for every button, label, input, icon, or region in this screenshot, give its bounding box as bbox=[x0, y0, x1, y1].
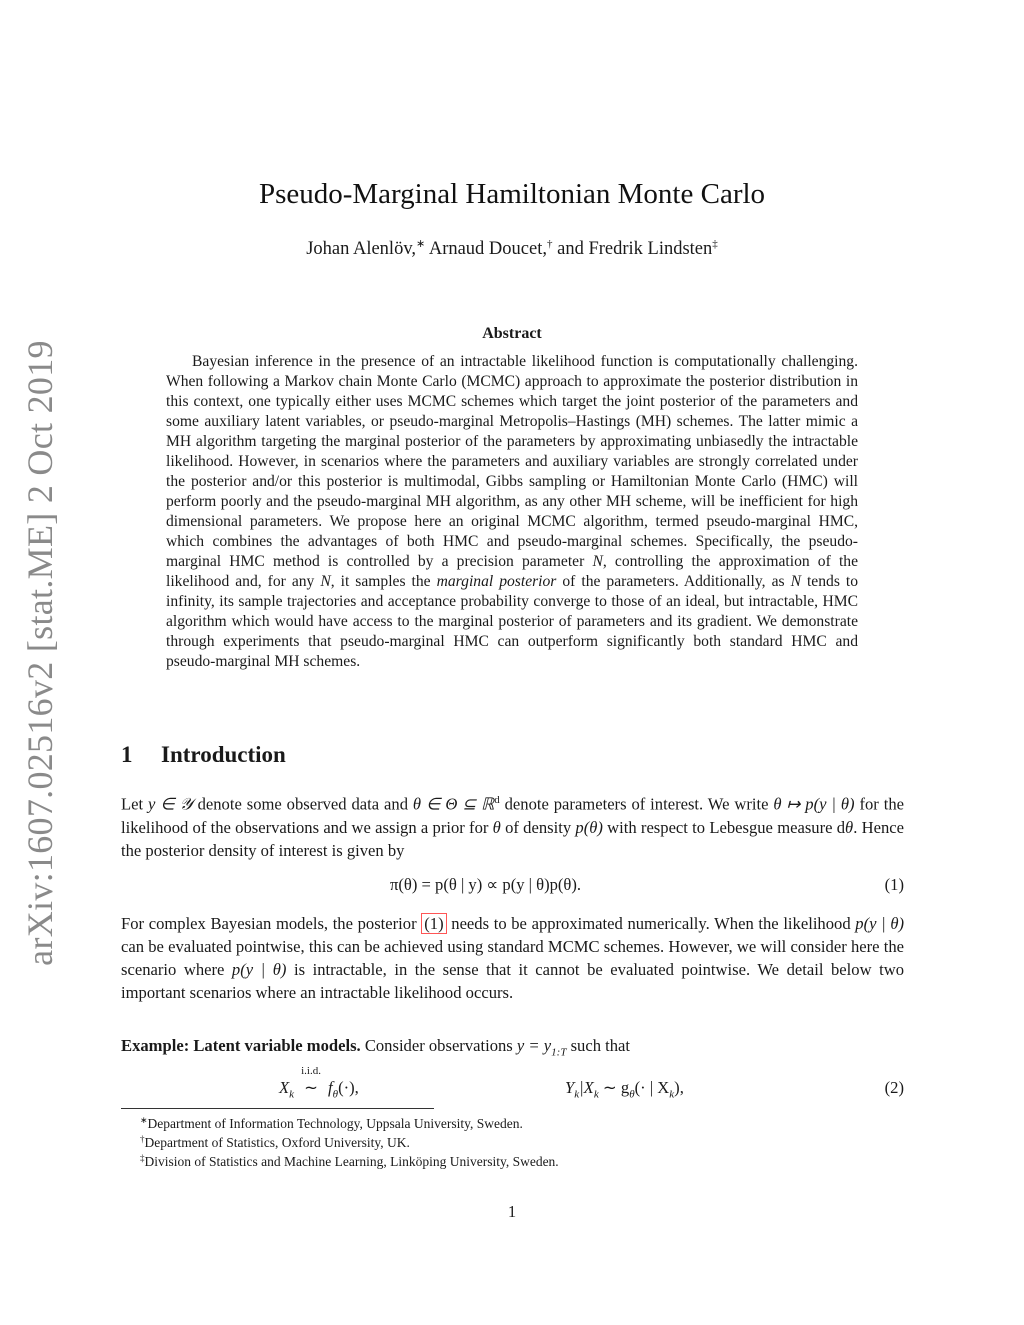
equation-left-part: $X_k$ i.i.d. ∼ $f_\theta(\cdot)$, bbox=[279, 1065, 359, 1101]
footnote-marker[interactable]: † bbox=[546, 238, 553, 250]
footnote-marker[interactable]: ∗ bbox=[416, 238, 426, 250]
footnote-divider bbox=[121, 1108, 434, 1109]
equation-2 bbox=[121, 1065, 904, 1102]
section-number: 1 bbox=[121, 742, 133, 767]
author-list bbox=[0, 237, 1024, 260]
paper-title: Pseudo-Marginal Hamiltonian Monte Carlo bbox=[258, 178, 766, 210]
abstract-heading: Abstract bbox=[482, 325, 542, 342]
abstract-body: Bayesian inference in the presence of an intractable likelihood function is computationally challenging. When following a Markov chain Monte Carlo (MCMC) approach to approximate the posterior distribution in this context, one typically either uses MCMC schemes which target the joint posterior of the parameters and some auxiliary latent variables, or pseudo-marginal Metropolis–Hastings (MH) schemes. The latter mimic a MH algorithm targeting the marginal posterior of the parameters by approximating unbiasedly the intractable likelihood. However, in scenarios where the parameters and auxiliary variables are strongly correlated under the posterior and/or this posterior is multimodal, Gibbs sampling or Hamiltonian Monte Carlo (HMC) will perform poorly and the pseudo-marginal MH algorithm, as any other MH scheme, will be inefficient for high dimensional parameters. We propose here an original MCMC algorithm, termed pseudo-marginal HMC, which combines the advantages of both HMC and pseudo-marginal schemes. Specifically, the pseudo-marginal HMC method is controlled by a precision parameter N, controlling the approximation of the likelihood and, for any N, it samples the marginal posterior of the parameters. Additionally, as N tends to infinity, its sample trajectories and acceptance probability converge to those of an ideal, but intractable, HMC algorithm which would have access to the marginal posterior of parameters and its gradient. We demonstrate through experiments that pseudo-marginal HMC can outperform significantly both standard HMC and pseudo-marginal MH schemes. bbox=[166, 353, 859, 670]
footnote-item: ∗Department of Information Technology, Uppsala University, Sweden. bbox=[140, 1115, 523, 1131]
example-paragraph: Example: Latent variable models. Consider observations $y = y_{1:T}$ such that bbox=[121, 1036, 631, 1059]
section-heading bbox=[121, 742, 286, 768]
author-name: Arnaud Doucet, bbox=[428, 239, 547, 259]
footnote-item: †Department of Statistics, Oxford University, UK. bbox=[140, 1134, 410, 1150]
equation-number: (1) bbox=[884, 875, 904, 894]
footnote-item: ‡Division of Statistics and Machine Learning, Linköping University, Sweden. bbox=[140, 1153, 559, 1169]
intro-paragraph-1: Let y ∈ 𝒴 denote some observed data and θ ∈ Θ ⊆ ℝ$^d$ denote parameters of interest. We write θ ↦ p(y | θ) for the likelihood of the observations and we assign a prior for θ of density p(θ) with respect to Lebesgue measure dθ. Hence the posterior density of interest is given by bbox=[121, 794, 904, 860]
example-label: Example: Latent variable models. bbox=[121, 1036, 361, 1055]
footnote-marker[interactable]: ‡ bbox=[712, 238, 718, 250]
page-number: 1 bbox=[507, 1202, 517, 1221]
equation-1 bbox=[121, 875, 904, 899]
equation-right-part: $Y_k|X_k$ ∼ $g_\theta(\cdot$ | $X_k$), bbox=[565, 1078, 684, 1101]
intro-paragraph-2: For complex Bayesian models, the posterior (1) needs to be approximated numerically. When the likelihood p(y | θ) can be evaluated pointwise, this can be achieved using standard MCMC schemes. However, we will consider here the scenario where p(y | θ) is intractable, in the sense that it cannot be evaluated pointwise. We detail below two important scenarios where an intractable likelihood occurs. bbox=[121, 914, 904, 1002]
equation-reference-link[interactable]: (1) bbox=[421, 913, 446, 934]
equation-number: (2) bbox=[884, 1078, 904, 1097]
author-name: and Fredrik Lindsten bbox=[557, 239, 713, 259]
section-title: Introduction bbox=[161, 742, 286, 767]
equation-body: π(θ) = p(θ | y) ∝ p(y | θ)p(θ). bbox=[390, 875, 582, 894]
author-name: Johan Alenlöv, bbox=[306, 239, 416, 259]
arxiv-identifier-stamp: arXiv:1607.02516v2 [stat.ME] 2 Oct 2019 bbox=[20, 340, 60, 966]
